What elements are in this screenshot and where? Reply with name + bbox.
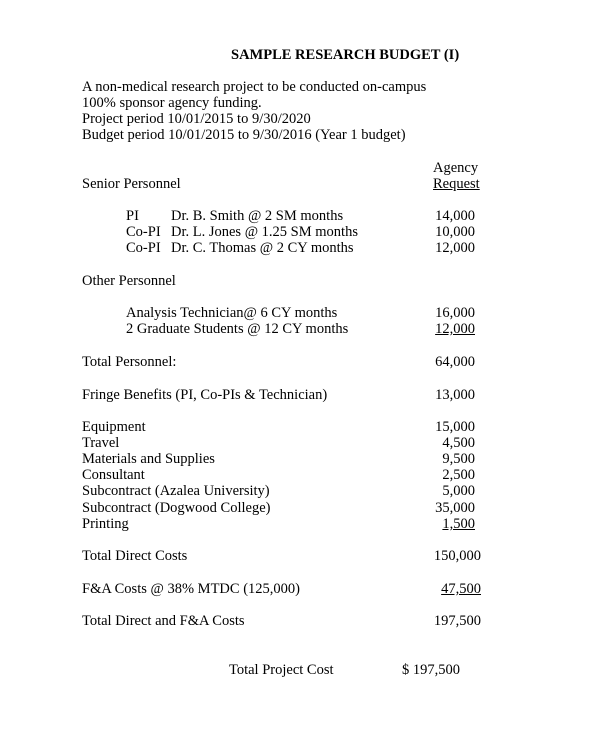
amount: 64,000 [435, 354, 475, 370]
total-direct-fa-label: Total Direct and F&A Costs [82, 613, 245, 629]
amount: 5,000 [442, 483, 475, 499]
personnel-desc: Dr. L. Jones @ 1.25 SM months [171, 224, 358, 240]
amount: 12,000 [435, 240, 475, 256]
column-header-request: Request [433, 176, 480, 192]
cost-label: Travel [82, 435, 120, 451]
cost-label: Printing [82, 516, 129, 532]
amount: 13,000 [435, 387, 475, 403]
personnel-role: Co-PI [126, 240, 161, 256]
amount: 15,000 [435, 419, 475, 435]
total-direct-label: Total Direct Costs [82, 548, 188, 564]
amount: 16,000 [435, 305, 475, 321]
total-personnel-label: Total Personnel: [82, 354, 177, 370]
amount: 47,500 [441, 581, 481, 597]
section-heading-other: Other Personnel [82, 273, 176, 289]
amount: 12,000 [435, 321, 475, 337]
amount: 1,500 [442, 516, 475, 532]
total-project-amount: $ 197,500 [402, 662, 460, 678]
intro-line: Budget period 10/01/2015 to 9/30/2016 (Year 1 budget) [82, 127, 406, 143]
personnel-desc: Dr. B. Smith @ 2 SM months [171, 208, 344, 224]
amount: 35,000 [435, 500, 475, 516]
intro-line: 100% sponsor agency funding. [82, 95, 262, 111]
document-title: SAMPLE RESEARCH BUDGET (I) [231, 47, 460, 63]
total-project-label: Total Project Cost [229, 662, 334, 678]
amount: 150,000 [433, 548, 481, 564]
personnel-desc: Analysis Technician@ 6 CY months [126, 305, 338, 321]
cost-label: Equipment [82, 419, 146, 435]
cost-label: Materials and Supplies [82, 451, 215, 467]
amount: 4,500 [442, 435, 475, 451]
amount: 2,500 [442, 467, 475, 483]
intro-line: Project period 10/01/2015 to 9/30/2020 [82, 111, 311, 127]
personnel-role: PI [126, 208, 139, 224]
amount: 9,500 [442, 451, 475, 467]
amount: 10,000 [435, 224, 475, 240]
amount: 197,500 [433, 613, 481, 629]
fa-costs-label: F&A Costs @ 38% MTDC (125,000) [82, 581, 300, 597]
personnel-desc: Dr. C. Thomas @ 2 CY months [171, 240, 354, 256]
cost-label: Subcontract (Azalea University) [82, 483, 270, 499]
section-heading-senior: Senior Personnel [82, 176, 181, 192]
personnel-role: Co-PI [126, 224, 161, 240]
column-header-agency: Agency [433, 160, 479, 176]
cost-label: Consultant [82, 467, 145, 483]
cost-label: Subcontract (Dogwood College) [82, 500, 271, 516]
fringe-label: Fringe Benefits (PI, Co-PIs & Technician) [82, 387, 328, 403]
intro-line: A non-medical research project to be conducted on-campus [82, 79, 427, 95]
amount: 14,000 [435, 208, 475, 224]
personnel-desc: 2 Graduate Students @ 12 CY months [126, 321, 349, 337]
